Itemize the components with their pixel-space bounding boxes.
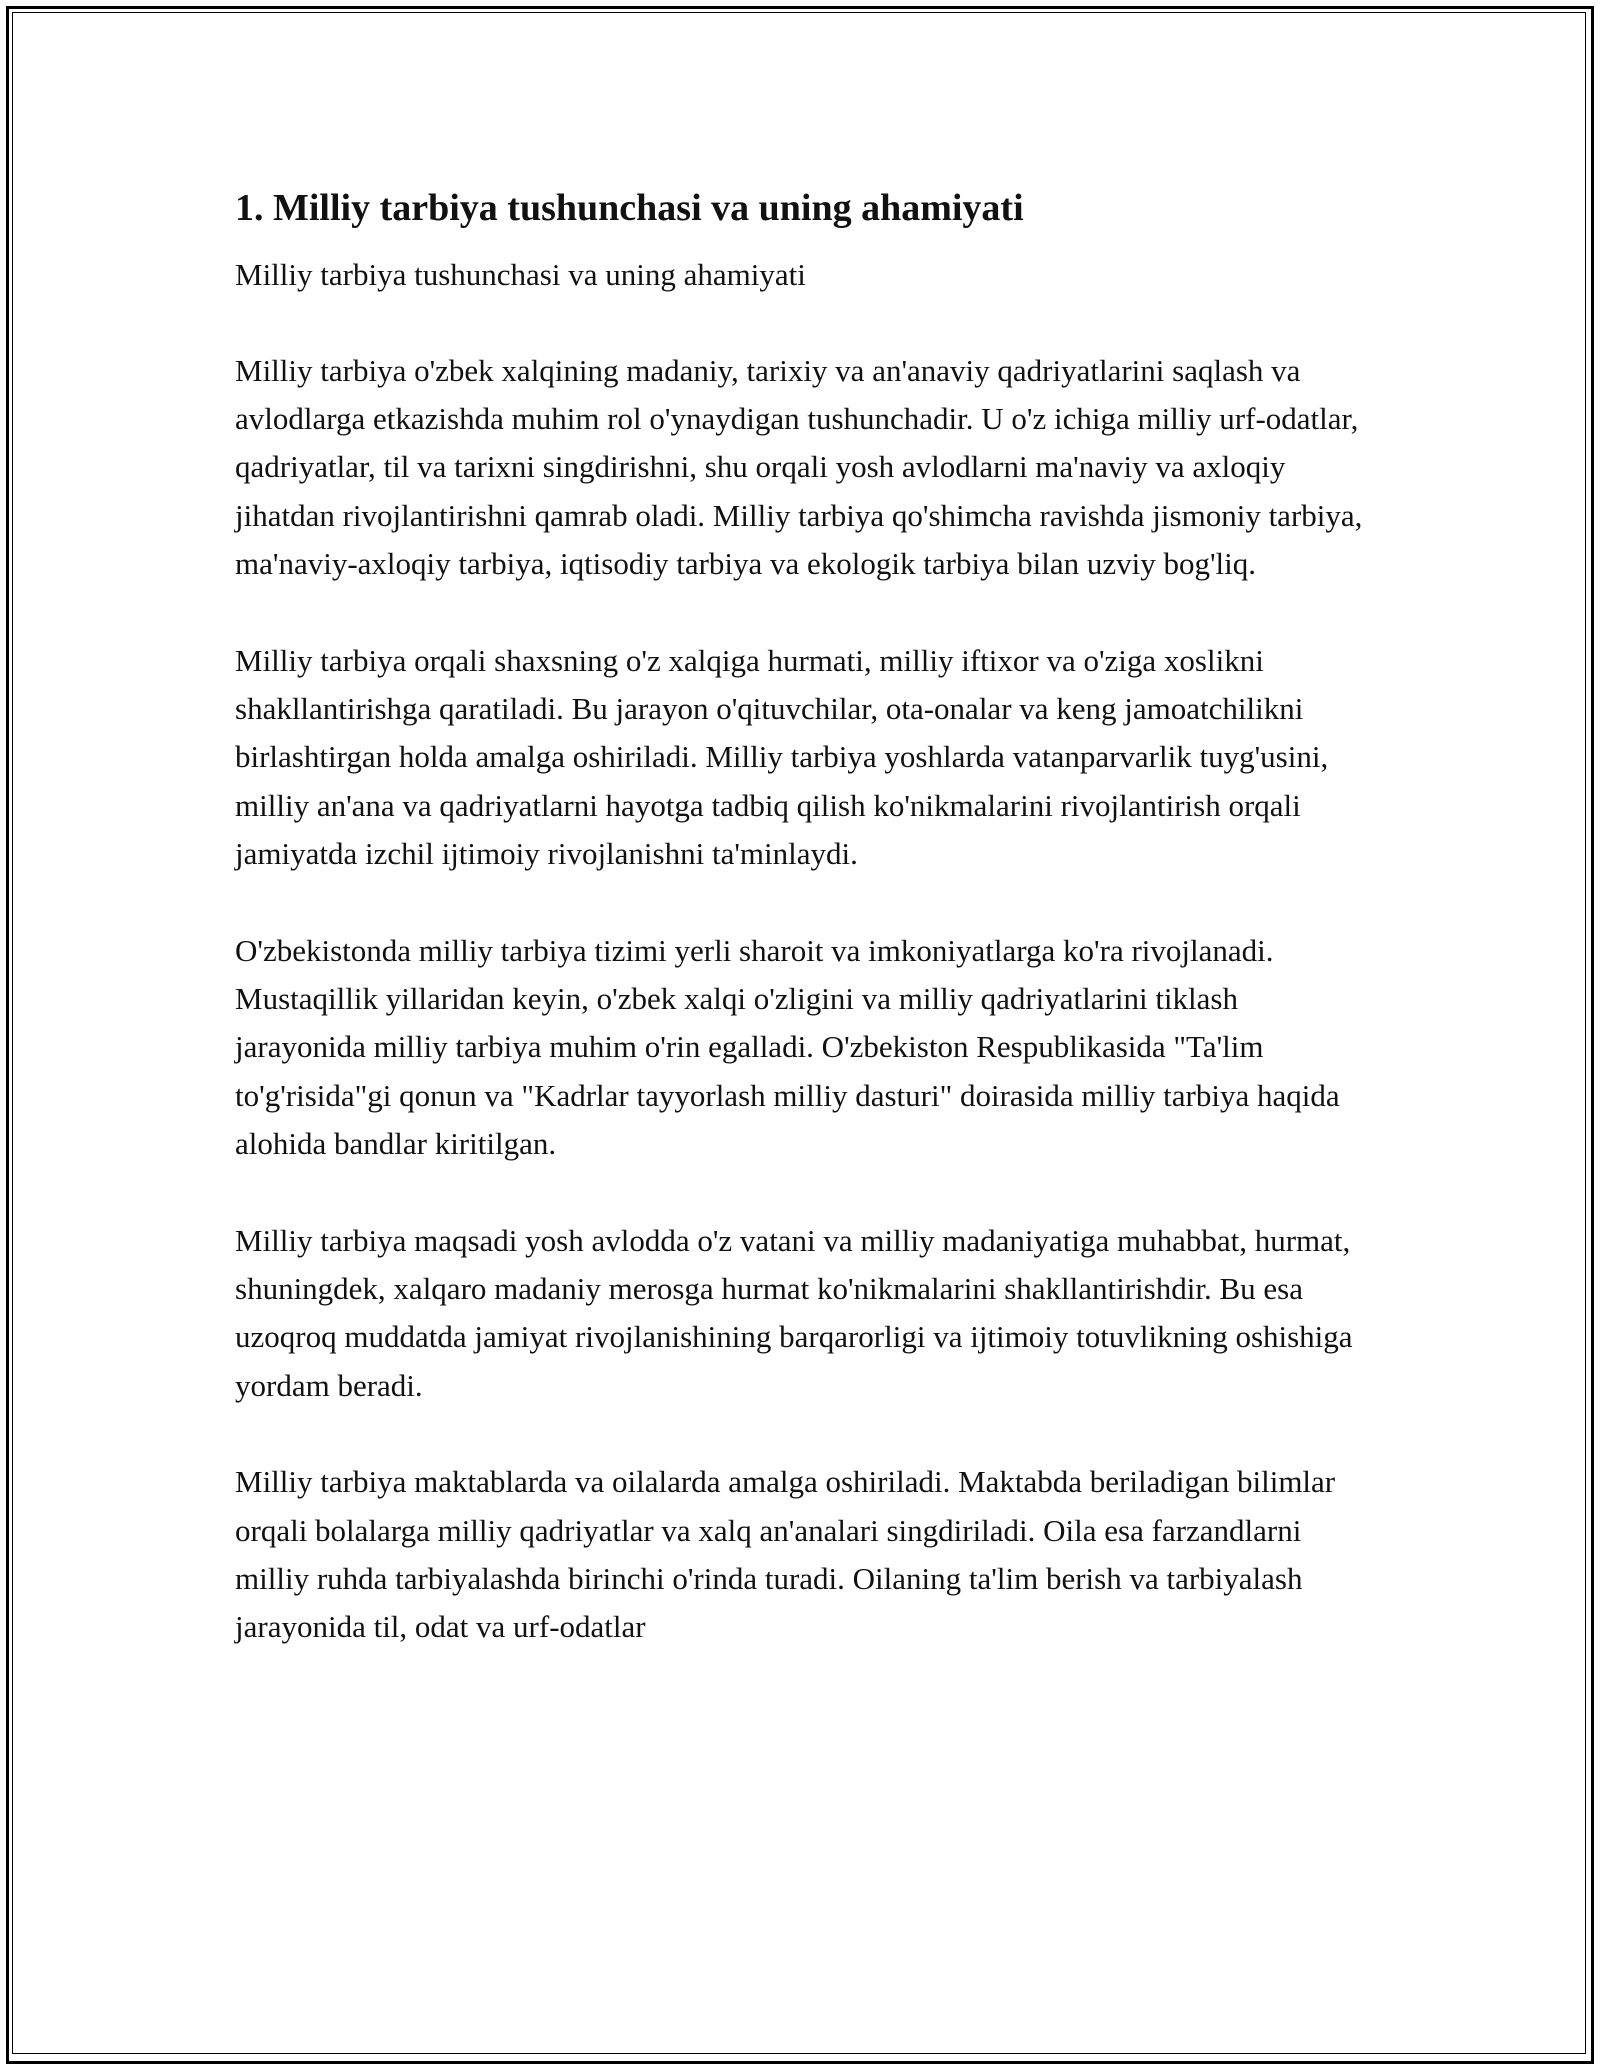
paragraph-4: Milliy tarbiya maqsadi yosh avlodda o'z vatani va milliy madaniyatiga muhabbat, hurmat, shuningdek, xalqaro madaniy merosga hurmat ko'nikmalarini shakllantirishdir. Bu esa uzoqroq muddatda jamiyat rivojlanishining barqarorligi va ijtimoiy totuvlikning oshishiga yordam beradi.	[235, 1222, 1353, 1403]
section-heading: 1. Milliy tarbiya tushunchasi va uning ahamiyati	[235, 187, 1024, 229]
paragraph-5: Milliy tarbiya maktablarda va oilalarda amalga oshiriladi. Maktabda beriladigan bilimlar orqali bolalarga milliy qadriyatlar va xalq an'analari singdiriladi. Oila esa farzandlarni milliy ruhda tarbiyalashda birinchi o'rinda turadi. Oilaning ta'lim berish va tarbiyalash jarayonida til, odat va urf-odatlar	[235, 1464, 1336, 1645]
paragraph-1: Milliy tarbiya o'zbek xalqining madaniy, tarixiy va an'anaviy qadriyatlarini saqlash va avlodlarga etkazishda muhim rol o'ynaydigan tushunchadir. U o'z ichiga milliy urf-odatlar, qadriyatlar, til va tarixni singdirishni, shu orqali yosh avlodlarni ma'naviy va axloqiy jihatdan rivojlantirishni qamrab oladi. Milliy tarbiya qo'shimcha ravishda jismoniy tarbiya, ma'naviy-axloqiy tarbiya, iqtisodiy tarbiya va ekologik tarbiya bilan uzviy bog'liq.	[235, 352, 1363, 582]
document-body	[235, 185, 1375, 1700]
paragraph-2: Milliy tarbiya orqali shaxsning o'z xalqiga hurmati, milliy iftixor va o'ziga xoslikni shakllantirishga qaratiladi. Bu jarayon o'qituvchilar, ota-onalar va keng jamoatchilikni birlashtirgan holda amalga oshiriladi. Milliy tarbiya yoshlarda vatanparvarlik tuyg'usini, milliy an'ana va qadriyatlarni hayotga tadbiq qilish ko'nikmalarini rivojlantirish orqali jamiyatda izchil ijtimoiy rivojlanishni ta'minlaydi.	[235, 642, 1329, 872]
section-subtitle: Milliy tarbiya tushunchasi va uning ahamiyati	[235, 256, 806, 292]
paragraph-3: O'zbekistonda milliy tarbiya tizimi yerli sharoit va imkoniyatlarga ko'ra rivojlanadi. Mustaqillik yillaridan keyin, o'zbek xalqi o'zligini va milliy qadriyatlarini tiklash jarayonida milliy tarbiya muhim o'rin egalladi. O'zbekiston Respublikasida "Ta'lim to'g'risida"gi qonun va "Kadrlar tayyorlash milliy dasturi" doirasida milliy tarbiya haqida alohida bandlar kiritilgan.	[235, 932, 1340, 1162]
